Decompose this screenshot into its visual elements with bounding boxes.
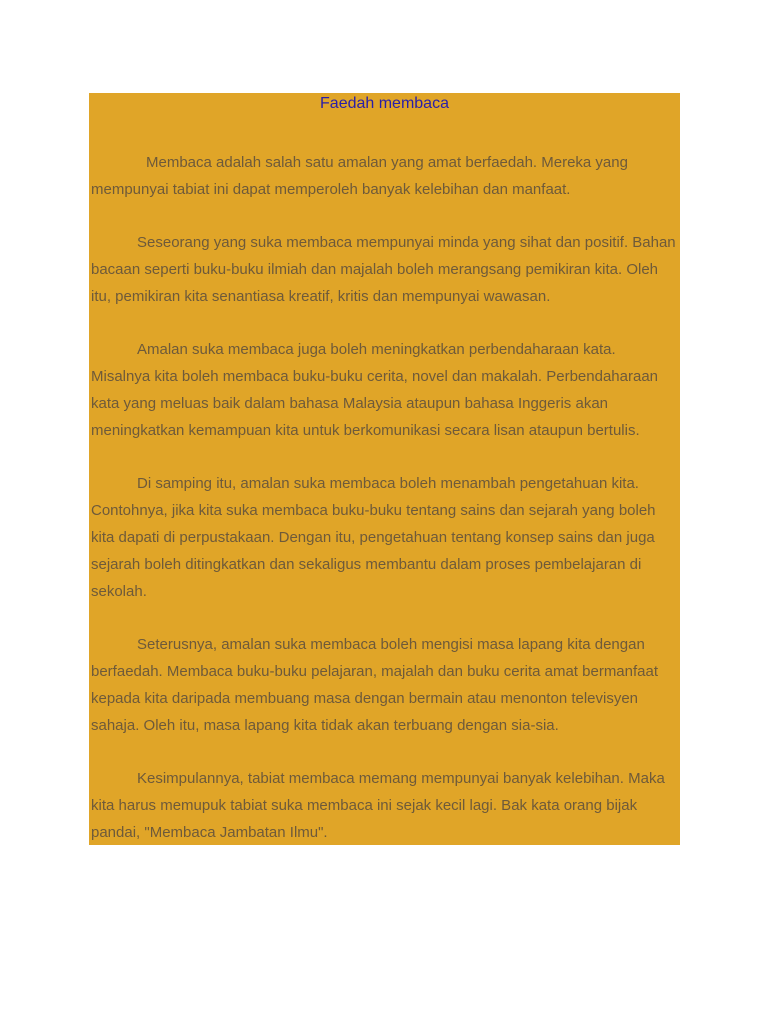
essay-panel <box>89 93 680 845</box>
paragraph-healthy-mind: Seseorang yang suka membaca mempunyai minda yang sihat dan positif. Bahan bacaan seperti buku-buku ilmiah dan majalah boleh merangsang pemikiran kita. Oleh itu, pemikiran kita senantiasa kreatif, kritis dan mempunyai wawasan. <box>91 234 676 305</box>
paragraph-leisure: Seterusnya, amalan suka membaca boleh mengisi masa lapang kita dengan berfaedah. Membaca buku-buku pelajaran, majalah dan buku cerita amat bermanfaat kepada kita daripada membuang masa dengan bermain atau menonton televisyen sahaja. Oleh itu, masa lapang kita tidak akan terbuang dengan sia-sia. <box>91 636 659 734</box>
paragraph-intro: Membaca adalah salah satu amalan yang amat berfaedah. Mereka yang mempunyai tabiat ini dapat memperoleh banyak kelebihan dan manfaat. <box>91 154 628 198</box>
paragraph-knowledge: Di samping itu, amalan suka membaca boleh menambah pengetahuan kita. Contohnya, jika kita suka membaca buku-buku tentang sains dan sejarah yang boleh kita dapati di perpustakaan. Dengan itu, pengetahuan tentang konsep sains dan juga sejarah boleh ditingkatkan dan sekaligus membantu dalam proses pembelajaran di sekolah. <box>91 475 656 600</box>
paragraph-conclusion: Kesimpulannya, tabiat membaca memang mempunyai banyak kelebihan. Maka kita harus memupuk tabiat suka membaca ini sejak kecil lagi. Bak kata orang bijak pandai, "Membaca Jambatan Ilmu". <box>91 770 665 841</box>
paragraph-vocabulary: Amalan suka membaca juga boleh meningkatkan perbendaharaan kata. Misalnya kita boleh membaca buku-buku cerita, novel dan makalah. Perbendaharaan kata yang meluas baik dalam bahasa Malaysia ataupun bahasa Inggeris akan meningkatkan kemampuan kita untuk berkomunikasi secara lisan ataupun bertulis. <box>91 341 659 439</box>
essay-body <box>91 149 678 846</box>
essay-title: Faedah membaca <box>320 95 449 112</box>
